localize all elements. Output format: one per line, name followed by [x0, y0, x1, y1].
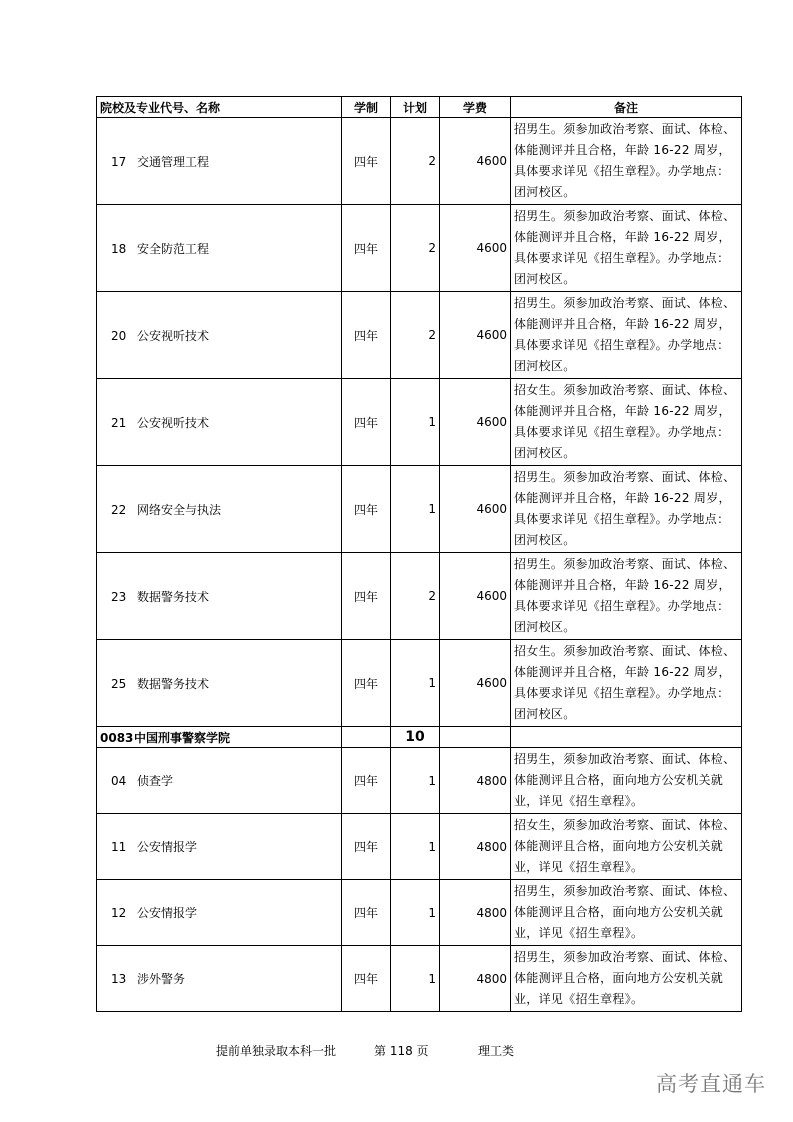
note-line: 业，详见《招生章程》。: [514, 794, 644, 808]
note-line: 体能测评并且合格，年龄 16-22 周岁，: [514, 230, 731, 244]
school-row: [97, 727, 742, 748]
footer-page-number: 第 118 页: [374, 1044, 429, 1058]
table-header-row: [97, 97, 742, 118]
footer-category: 理工类: [478, 1044, 515, 1058]
note-line: 体能测评并且合格，年龄 16-22 周岁，: [514, 143, 731, 157]
note-line: 招男生。须参加政治考察、面试、体检、: [514, 470, 736, 484]
header-length: 学制: [342, 97, 391, 118]
note-line: 招男生，须参加政治考察、面试、体检、: [514, 884, 736, 898]
major-name: 公安情报学: [137, 906, 198, 920]
major-plan: 2: [391, 118, 440, 205]
major-name-cell: [97, 118, 342, 205]
major-plan: 2: [391, 205, 440, 292]
table-row: [97, 553, 742, 640]
school-name-cell: [97, 727, 342, 748]
note-line: 具体要求详见《招生章程》。办学地点：: [514, 686, 730, 700]
admission-table: [96, 96, 742, 1012]
note-line: 具体要求详见《招生章程》。办学地点：: [514, 251, 730, 265]
major-name-cell: [97, 880, 342, 946]
major-note: [511, 640, 742, 727]
note-line: 体能测评且合格，面向地方公安机关就: [514, 773, 724, 787]
major-fee: 4800: [440, 880, 511, 946]
major-name-cell: [97, 205, 342, 292]
school-name: 中国刑事警察学院: [134, 730, 231, 745]
major-note: [511, 880, 742, 946]
major-note: [511, 379, 742, 466]
major-note: [511, 466, 742, 553]
major-fee: 4600: [440, 553, 511, 640]
major-length: 四年: [342, 748, 391, 814]
note-line: 业，详见《招生章程》。: [514, 926, 644, 940]
admission-table-body: [97, 97, 742, 1012]
major-fee: 4600: [440, 118, 511, 205]
major-fee: 4600: [440, 640, 511, 727]
major-name-cell: [97, 640, 342, 727]
note-line: 招女生。须参加政治考察、面试、体检、: [514, 644, 736, 658]
major-name: 交通管理工程: [137, 154, 210, 169]
major-plan: 1: [391, 640, 440, 727]
major-fee: 4600: [440, 466, 511, 553]
school-code: 0083: [100, 730, 134, 745]
major-code: 11: [111, 840, 127, 854]
watermark: 高考直通车: [656, 1072, 766, 1096]
note-line: 具体要求详见《招生章程》。办学地点：: [514, 599, 730, 613]
major-code: 04: [111, 774, 127, 788]
major-fee: 4600: [440, 292, 511, 379]
major-code: 20: [111, 328, 127, 343]
major-plan: 1: [391, 814, 440, 880]
table-row: [97, 946, 742, 1012]
major-code: 12: [111, 906, 127, 920]
major-name-cell: [97, 379, 342, 466]
note-line: 体能测评且合格，面向地方公安机关就: [514, 839, 724, 853]
note-line: 体能测评并且合格，年龄 16-22 周岁，: [514, 578, 731, 592]
school-length-cell: [342, 727, 391, 748]
major-code: 18: [111, 241, 127, 256]
major-length: 四年: [342, 466, 391, 553]
note-line: 招女生。须参加政治考察、面试、体检、: [514, 383, 736, 397]
major-name: 公安视听技术: [137, 415, 210, 430]
major-fee: 4600: [440, 205, 511, 292]
table-row: [97, 466, 742, 553]
note-line: 具体要求详见《招生章程》。办学地点：: [514, 512, 730, 526]
major-fee: 4800: [440, 814, 511, 880]
major-length: 四年: [342, 946, 391, 1012]
major-name: 涉外警务: [137, 972, 186, 986]
note-line: 具体要求详见《招生章程》。办学地点：: [514, 425, 730, 439]
major-plan: 1: [391, 379, 440, 466]
major-code: 22: [111, 502, 127, 517]
major-note: [511, 553, 742, 640]
major-name-cell: [97, 292, 342, 379]
table-row: [97, 292, 742, 379]
major-length: 四年: [342, 640, 391, 727]
major-fee: 4800: [440, 748, 511, 814]
major-note: [511, 946, 742, 1012]
major-name-cell: [97, 748, 342, 814]
major-name: 安全防范工程: [137, 241, 210, 256]
major-fee: 4600: [440, 379, 511, 466]
major-code: 17: [111, 154, 127, 169]
note-line: 体能测评并且合格，年龄 16-22 周岁，: [514, 317, 731, 331]
note-line: 业，详见《招生章程》。: [514, 992, 644, 1006]
major-code: 13: [111, 972, 127, 986]
school-fee-cell: [440, 727, 511, 748]
major-note: [511, 292, 742, 379]
note-line: 团河校区。: [514, 707, 576, 721]
note-line: 招男生，须参加政治考察、面试、体检、: [514, 950, 736, 964]
table-row: [97, 814, 742, 880]
major-note: [511, 814, 742, 880]
note-line: 团河校区。: [514, 620, 576, 634]
note-line: 体能测评并且合格，年龄 16-22 周岁，: [514, 491, 731, 505]
major-length: 四年: [342, 379, 391, 466]
table-row: [97, 205, 742, 292]
major-plan: 2: [391, 292, 440, 379]
note-line: 业，详见《招生章程》。: [514, 860, 644, 874]
note-line: 招女生，须参加政治考察、面试、体检、: [514, 818, 736, 832]
footer-batch: 提前单独录取本科一批: [216, 1044, 337, 1058]
note-line: 招男生，须参加政治考察、面试、体检、: [514, 752, 736, 766]
major-plan: 1: [391, 748, 440, 814]
major-name-cell: [97, 553, 342, 640]
major-name: 数据警务技术: [137, 676, 210, 691]
major-length: 四年: [342, 814, 391, 880]
note-line: 招男生。须参加政治考察、面试、体检、: [514, 209, 736, 223]
school-note-cell: [511, 727, 742, 748]
major-length: 四年: [342, 880, 391, 946]
major-note: [511, 118, 742, 205]
note-line: 具体要求详见《招生章程》。办学地点：: [514, 164, 730, 178]
note-line: 体能测评且合格，面向地方公安机关就: [514, 971, 724, 985]
major-plan: 1: [391, 946, 440, 1012]
major-fee: 4800: [440, 946, 511, 1012]
note-line: 体能测评且合格，面向地方公安机关就: [514, 905, 724, 919]
note-line: 招男生。须参加政治考察、面试、体检、: [514, 557, 736, 571]
note-line: 团河校区。: [514, 272, 576, 286]
major-code: 23: [111, 589, 127, 604]
header-note: 备注: [511, 97, 742, 118]
major-length: 四年: [342, 118, 391, 205]
note-line: 团河校区。: [514, 533, 576, 547]
major-name: 公安视听技术: [137, 328, 210, 343]
major-plan: 2: [391, 553, 440, 640]
major-length: 四年: [342, 553, 391, 640]
major-length: 四年: [342, 205, 391, 292]
major-code: 21: [111, 415, 127, 430]
school-plan-total: 10: [391, 727, 440, 748]
major-plan: 1: [391, 466, 440, 553]
table-row: [97, 379, 742, 466]
major-name: 侦查学: [137, 774, 174, 788]
major-name-cell: [97, 946, 342, 1012]
note-line: 具体要求详见《招生章程》。办学地点：: [514, 338, 730, 352]
major-length: 四年: [342, 292, 391, 379]
header-fee: 学费: [440, 97, 511, 118]
major-note: [511, 748, 742, 814]
note-line: 团河校区。: [514, 359, 576, 373]
major-name: 网络安全与执法: [137, 502, 222, 517]
table-row: [97, 118, 742, 205]
major-name-cell: [97, 814, 342, 880]
note-line: 体能测评并且合格，年龄 16-22 周岁，: [514, 665, 731, 679]
note-line: 团河校区。: [514, 185, 576, 199]
table-row: [97, 640, 742, 727]
header-name: 院校及专业代号、名称: [97, 97, 342, 118]
header-plan: 计划: [391, 97, 440, 118]
major-name-cell: [97, 466, 342, 553]
major-code: 25: [111, 676, 127, 691]
table-row: [97, 748, 742, 814]
major-plan: 1: [391, 880, 440, 946]
major-name: 公安情报学: [137, 840, 198, 854]
note-line: 体能测评并且合格，年龄 16-22 周岁，: [514, 404, 731, 418]
major-note: [511, 205, 742, 292]
note-line: 招男生。须参加政治考察、面试、体检、: [514, 296, 736, 310]
note-line: 招男生。须参加政治考察、面试、体检、: [514, 122, 736, 136]
table-row: [97, 880, 742, 946]
major-name: 数据警务技术: [137, 589, 210, 604]
note-line: 团河校区。: [514, 446, 576, 460]
